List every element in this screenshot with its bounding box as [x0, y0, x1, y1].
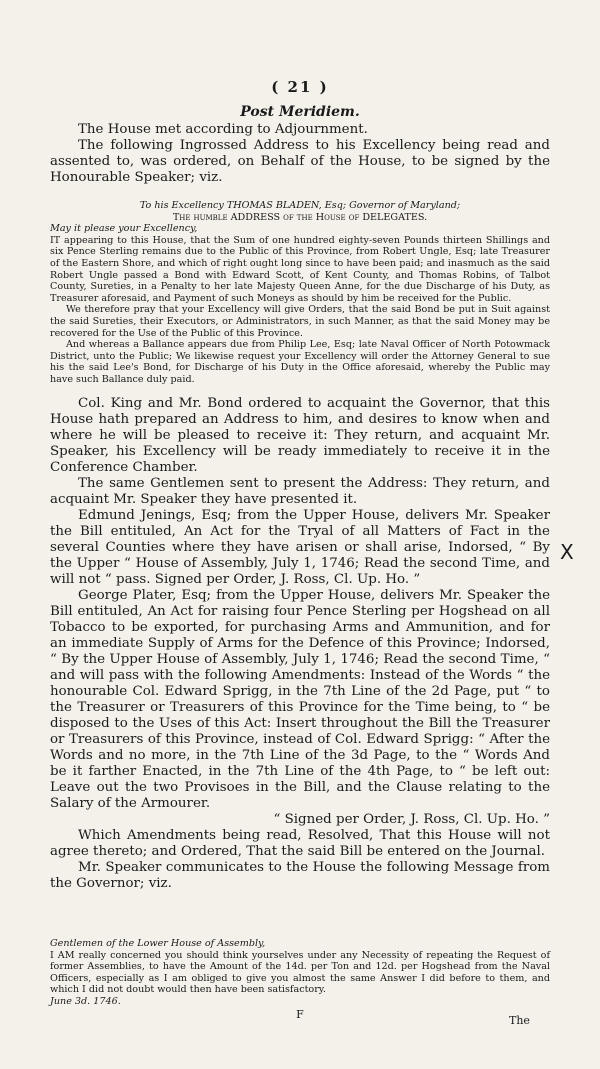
intro-block — [50, 122, 550, 186]
signature-mark: F — [296, 1008, 304, 1021]
proceedings-paragraph: Which Amendments being read, Resolved, That this House will not agree thereto; and Ordered, That the said Bill be entered on the Journal. — [50, 828, 550, 859]
address-salutation: May it please your Excellency, — [50, 223, 198, 235]
address-block — [50, 200, 550, 386]
message-text: I AM really concerned you should think yourselves under any Necessity of repeating the Request of former Assemblies, to have the Amount of the 14d. per Ton and 12d. per Hogshead from the Naval Officers, especially as I am obliged to give you almost the same Answer I did before to them, and which I did not doubt would then have been satisfactory. — [50, 949, 550, 996]
signed-line: “ Signed per Order, J. Ross, Cl. Up. Ho. ” — [273, 812, 550, 827]
proceedings-paragraph: The same Gentlemen sent to present the Address: They return, and acquaint Mr. Speaker they have presented it. — [50, 476, 550, 507]
section-heading: Post Meridiem. — [240, 104, 360, 120]
proceedings-paragraph: Edmund Jenings, Esq; from the Upper House, delivers Mr. Speaker the Bill entituled, An Act for the Tryal of all Matters of Fact in the several Counties where they have arisen or shall arise, Indorsed, “ By the Upper “ House of Assembly, July 1, 1746; Read the second Time, and will not “ pass. Signed per Order, J. Ross, Cl. Up. Ho. ” — [50, 508, 550, 587]
page-number: ( 21 ) — [271, 78, 329, 96]
governor-message — [50, 938, 550, 1008]
intro-paragraph-1: The House met according to Adjournment. — [78, 122, 368, 137]
proceedings-paragraph: Mr. Speaker communicates to the House the following Message from the Governor; viz. — [50, 860, 550, 891]
proceedings-block — [50, 396, 550, 892]
message-date: June 3d. 1746. — [50, 995, 121, 1007]
address-title: The humble ADDRESS of the House of DELEGATES. — [172, 211, 428, 223]
catchword: The — [509, 1014, 530, 1027]
address-paragraph-1: IT appearing to this House, that the Sum of one hundred eighty-seven Pounds thirteen Shillings and six Pence Sterling remains due to the Public of this Province, from Robert Ungle, Esq; late Treasurer of the Eastern Shore, and which of right ought long since to have been paid; and inasmuch as the said Robert Ungle passed a Bond with Edward Scott, of Kent County, and Thomas Robins, of Talbot County, Sureties, in a Penalty to her late Majesty Queen Anne, for the due Discharge of his Duty, as Treasurer aforesaid, and Payment of such Moneys as should by him be received for the Public. — [50, 234, 550, 304]
proceedings-paragraph: Col. King and Mr. Bond ordered to acquaint the Governor, that this House hath prepared an Address to him, and desires to know when and where he will be pleased to receive it: They return, and acquaint Mr. Speaker, his Excellency will be ready immediately to receive it in the Conference Chamber. — [50, 396, 550, 475]
address-paragraph-3: And whereas a Ballance appears due from Philip Lee, Esq; late Naval Officer of North Potowmack District, unto the Public; We likewise request your Excellency will order the Attorney General to sue his the said Lee's Bond, for Discharge of his Duty in the Office aforesaid, whereby the Public may have such Ballance duly paid. — [50, 339, 550, 385]
address-paragraph-2: We therefore pray that your Excellency will give Orders, that the said Bond be put in Suit against the said Sureties, their Executors, or Administrators, in such Manner, as that the said Money may be recovered for the Use of the Public of this Province. — [50, 304, 550, 339]
address-recipient: To his Excellency THOMAS BLADEN, Esq; Governor of Maryland; — [139, 200, 461, 211]
intro-paragraph-2: The following Ingrossed Address to his Excellency being read and assented to, was ordered, on Behalf of the House, to be signed by the Honourable Speaker; viz. — [50, 138, 550, 185]
proceedings-paragraph: George Plater, Esq; from the Upper House, delivers Mr. Speaker the Bill entituled, An Act for raising four Pence Sterling per Hogshead on all Tobacco to be exported, for purchasing Arms and Ammunition, and for an immediate Supply of Arms for the Defence of this Province; Indorsed, “ By the Upper House of Assembly, July 1, 1746; Read the second Time, “ and will pass with the following Amendments: Instead of the Words “ the honourable Col. Edward Sprigg, in the 7th Line of the 2d Page, put “ to the Treasurer or Treasurers of this Province for the Time being, to “ be disposed to the Uses of this Act: Insert throughout the Bill the Treasurer or Treasurers of this Province, instead of Col. Edward Sprigg: “ After the Words and no more, in the 7th Line of the 3d Page, to the “ Words And be it farther Enacted, in the 7th Line of the 4th Page, to “ be left out: Leave out the two Provisoes in the Bill, and the Clause relating to the Salary of the Armourer. — [50, 588, 550, 811]
margin-mark: X — [560, 540, 574, 564]
message-salutation: Gentlemen of the Lower House of Assembly, — [50, 938, 266, 949]
